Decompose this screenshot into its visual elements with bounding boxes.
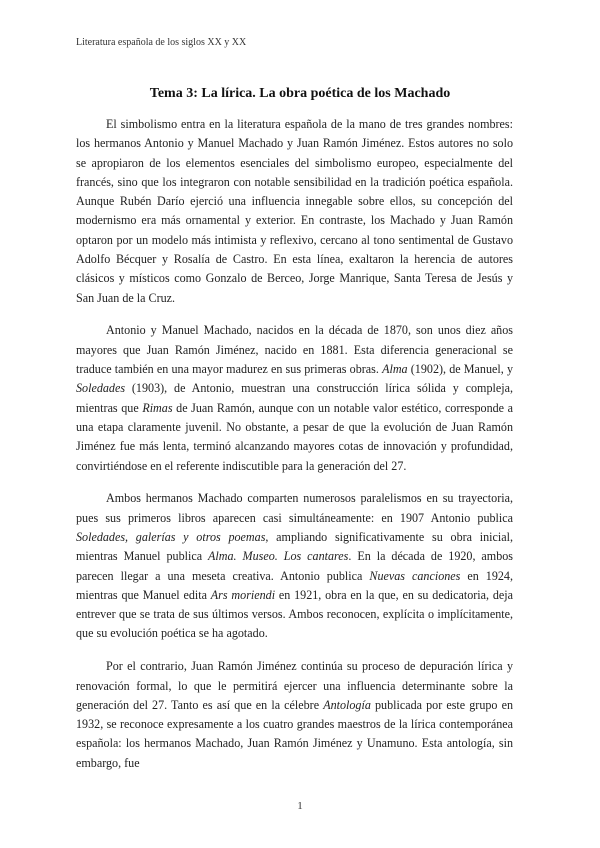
text-run: en 1924, mientras que Manuel edita — [76, 568, 514, 602]
italic-title-run: Alma — [382, 362, 408, 377]
italic-title-run: Alma. Museo. Los cantares — [208, 549, 349, 564]
italic-title-run: Rimas — [142, 400, 173, 415]
paragraph — [76, 115, 513, 308]
italic-title-run: Soledades — [76, 381, 126, 396]
text-run: publicada por este grupo en 1932, se reconoce expresamente a los cuatro grandes maestros de la lírica contemporánea española: los hermanos Machado, Juan Ramón Jiménez y Unamuno. Esta antología, sin embargo, fue — [76, 697, 513, 770]
paragraph — [76, 321, 513, 475]
text-run: , ampliando significativamente su obra inicial, mientras Manuel publica — [76, 529, 513, 564]
paragraph — [76, 489, 513, 643]
italic-title-run: Ars moriendi — [210, 587, 276, 602]
italic-title-run: Soledades, galerías y otros poemas — [76, 529, 266, 544]
paragraph — [76, 657, 513, 773]
italic-title-run: Nuevas canciones — [369, 568, 461, 583]
text-run: en 1921, obra en la que, en su dedicatoria, deja entrever que se trata de sus últimos versos. Ambos reconocen, explícita o implícitamente, que su evolución poética se ha agotado. — [76, 587, 513, 641]
italic-title-run: Antología — [323, 697, 371, 712]
page-number: 1 — [297, 800, 303, 812]
text-run: . En la década de 1920, ambos parecen llegar a una meseta creativa. Antonio publica — [76, 549, 513, 583]
text-run: El simbolismo entra en la literatura española de la mano de tres grandes nombres: los hermanos Antonio y Manuel Machado y Juan Ramón Jiménez. Estos autores no solo se apropiaron de los elementos esenciales del simbolismo europeo, especialmente del francés, sino que los integraron con notable sensibilidad en la tradición poética española. Aunque Rubén Darío ejerció una influencia innegable sobre ellos, su concepción del modernismo era más ornamental y exterior. En contraste, los Machado y Juan Ramón optaron por un modelo más intimista y reflexivo, cercano al tono sentimental de Gustavo Adolfo Bécquer y Rosalía de Castro. En esta línea, exaltaron la herencia de autores clásicos y místicos como Gonzalo de Berceo, Jorge Manrique, Santa Teresa de Jesús y San Juan de la Cruz. — [76, 117, 513, 305]
text-run: de Juan Ramón, aunque con un notable valor estético, corresponde a una etapa claramente juvenil. No obstante, a pesar de que la evolución de Juan Ramón Jiménez fue más lenta, terminó alcanzando mayores cotas de innovación y profundidad, convirtiéndose en el referente indiscutible para la generación del 27. — [76, 400, 514, 473]
running-header: Literatura española de los siglos XX y XX — [76, 37, 247, 48]
text-run: (1903), de Antonio, muestran una construcción lírica sólida y compleja, mientras que — [76, 381, 513, 415]
text-run: Ambos hermanos Machado comparten numerosos paralelismos en su trayectoria, pues sus primeros libros aparecen casi simultáneamente: en 1907 Antonio publica — [76, 491, 513, 525]
text-run: Antonio y Manuel Machado, nacidos en la década de 1870, son unos diez años mayores que Juan Ramón Jiménez, nacido en 1881. Esta diferencia generacional se traduce también en una mayor madurez en sus primeras obras. — [76, 323, 513, 377]
page-title: Tema 3: La lírica. La obra poética de los Machado — [149, 86, 451, 101]
text-run: Por el contrario, Juan Ramón Jiménez continúa su proceso de depuración lírica y renovación formal, lo que le permitirá ejercer una influencia determinante sobre la generación del 27. Tanto es así que en la célebre — [76, 659, 513, 712]
text-run: (1902), de Manuel, y — [407, 362, 513, 377]
document-body — [76, 115, 513, 787]
